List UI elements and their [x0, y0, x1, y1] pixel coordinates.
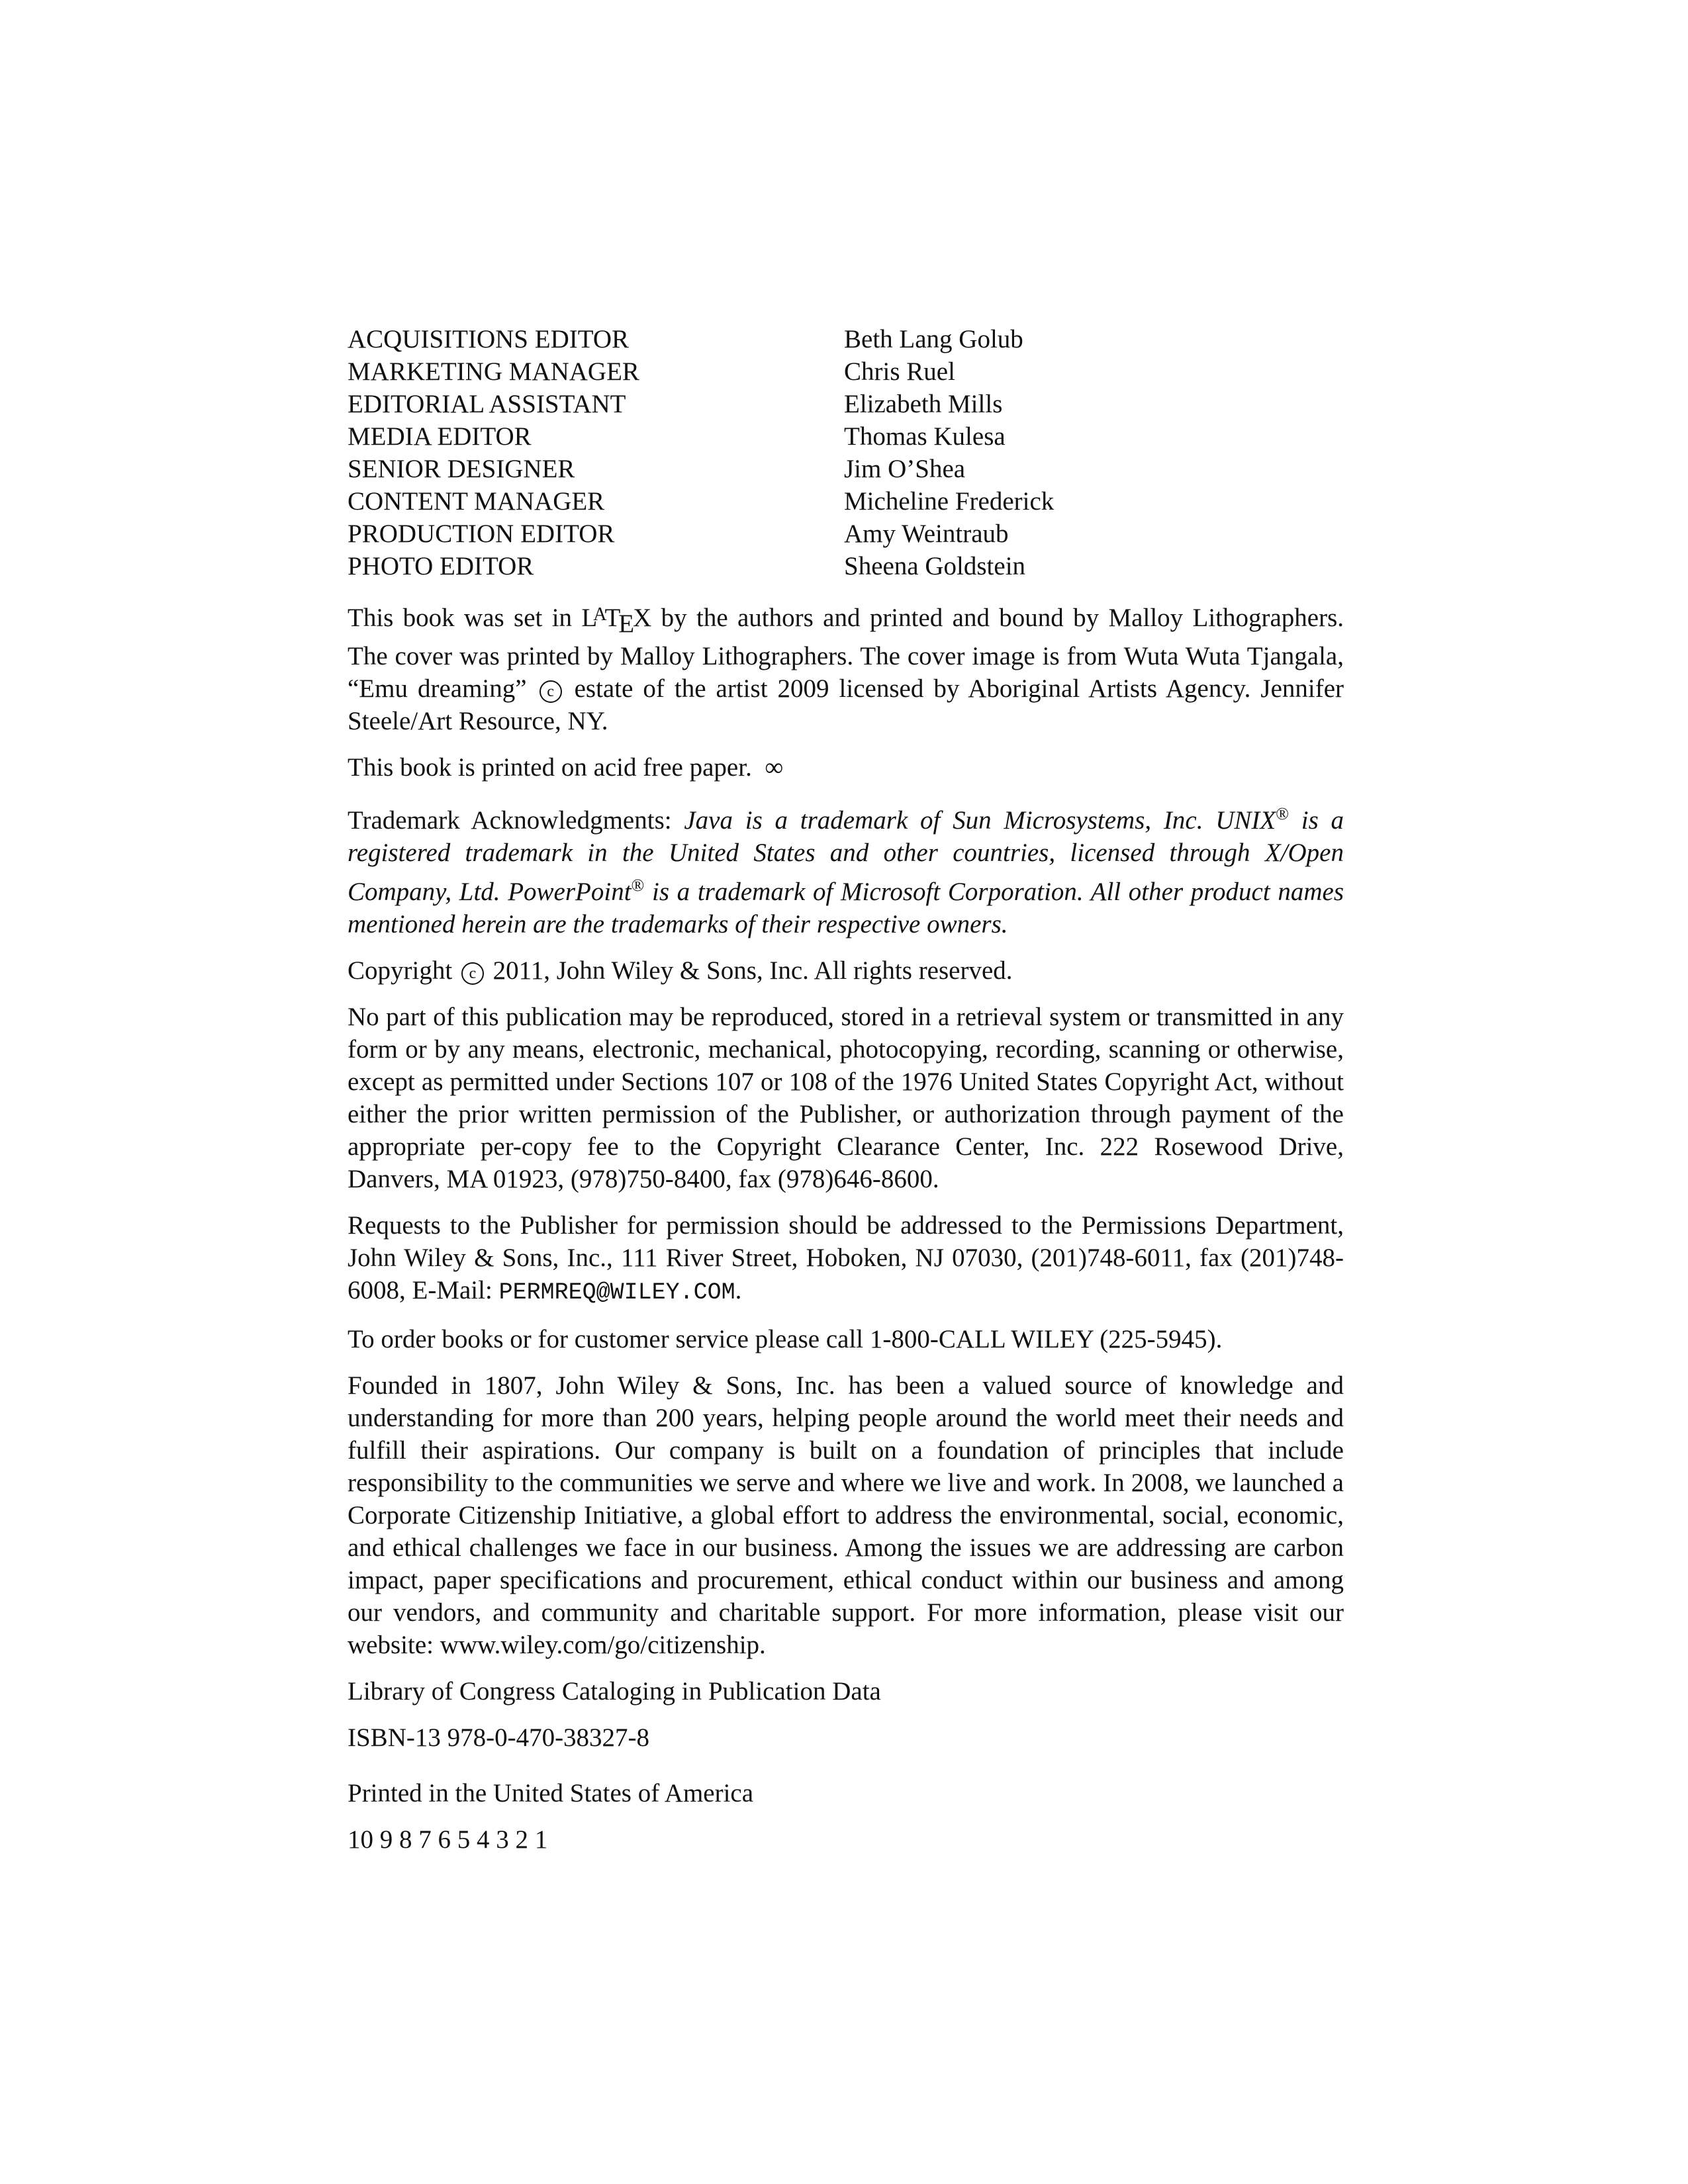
- copyright-circle-icon: c: [539, 680, 562, 703]
- staff-row: [348, 323, 1054, 355]
- staff-name: Amy Weintraub: [844, 520, 1009, 548]
- staff-role: ACQUISITIONS EDITOR: [348, 325, 630, 353]
- staff-name: Sheena Goldstein: [844, 552, 1026, 580]
- staff-name: Thomas Kulesa: [844, 422, 1006, 451]
- copyright-prefix: Copyright: [348, 956, 453, 985]
- print-number-line: 10 9 8 7 6 5 4 3 2 1: [348, 1825, 548, 1854]
- staff-credits-table: [348, 323, 1054, 582]
- staff-role: EDITORIAL ASSISTANT: [348, 390, 626, 418]
- trademark-text-2: is a registered trademark in the United States and other countries, licensed through X/Open Company, Ltd. PowerPoint: [348, 806, 1344, 906]
- permissions-end: .: [735, 1276, 742, 1304]
- staff-row: [348, 388, 1054, 420]
- staff-name: Elizabeth Mills: [844, 390, 1003, 418]
- permissions-paragraph: [348, 1209, 1344, 1309]
- staff-role: MARKETING MANAGER: [348, 357, 639, 386]
- staff-role: PHOTO EDITOR: [348, 552, 534, 580]
- staff-row: [348, 485, 1054, 518]
- typesetting-paragraph: [348, 598, 1344, 737]
- staff-name: Micheline Frederick: [844, 487, 1055, 516]
- isbn-line: ISBN-13 978-0-470-38327-8: [348, 1723, 650, 1752]
- staff-role: MEDIA EDITOR: [348, 422, 532, 451]
- acid-free-text: This book is printed on acid free paper.: [348, 753, 752, 782]
- trademark-text-1: Java is a trademark of Sun Microsystems, Inc. UNIX: [684, 806, 1276, 835]
- rights-paragraph: No part of this publication may be reproduced, stored in a retrieval system or transmitted in any form or by any means, electronic, mechanical, photocopying, recording, scanning or otherwise, except as permitted under Sections 107 or 108 of the 1976 United States Copyright Act, without either the prior written permission of the Publisher, or authorization through payment of the appropriate per-copy fee to the Copyright Clearance Center, Inc. 222 Rosewood Drive, Danvers, MA 01923, (978)750-8400, fax (978)646-8600.: [348, 1003, 1344, 1193]
- trademark-text-3: is a trademark of Microsoft Corporation. All other product names mentioned herein are the trademarks of their respective owners.: [348, 878, 1344, 938]
- registered-icon: ®: [1276, 804, 1289, 823]
- copyright-page: [348, 323, 1344, 1870]
- permissions-email: PERMREQ@WILEY.COM: [498, 1279, 735, 1306]
- staff-row: [348, 518, 1054, 550]
- copyright-circle-icon: c: [461, 962, 484, 985]
- typesetting-prefix: This book was set in: [348, 604, 573, 632]
- staff-row: [348, 420, 1054, 453]
- printed-in-line: Printed in the United States of America: [348, 1779, 754, 1807]
- order-line: To order books or for customer service please call 1-800-CALL WILEY (225-5945).: [348, 1325, 1223, 1353]
- staff-name: Chris Ruel: [844, 357, 955, 386]
- staff-row: [348, 355, 1054, 388]
- staff-row: [348, 550, 1054, 582]
- staff-name: Jim O’Shea: [844, 455, 966, 483]
- cover-credit: estate of the artist 2009 licensed by Aboriginal Artists Agency. Jennifer Steele/Art Resource, NY.: [348, 674, 1344, 735]
- staff-role: CONTENT MANAGER: [348, 487, 605, 516]
- copyright-text: 2011, John Wiley & Sons, Inc. All rights reserved.: [492, 956, 1013, 985]
- latex-logo: $L^ATEX$: [581, 604, 652, 638]
- staff-role: SENIOR DESIGNER: [348, 455, 575, 483]
- permissions-text: Requests to the Publisher for permission should be addressed to the Permissions Department, John Wiley & Sons, Inc., 111 River Street, Hoboken, NJ 07030, (201)748-6011, fax (201)748-6008, E-Mail:: [348, 1211, 1344, 1304]
- trademark-paragraph: [348, 797, 1344, 940]
- staff-row: [348, 453, 1054, 485]
- copyright-line: [348, 954, 1344, 987]
- typesetting-suffix: by the authors and printed and bound by Malloy Lithographers. The cover was printed by Malloy Lithographers. The cover image is from Wuta Wuta Tjangala, “Emu dreaming”: [348, 604, 1344, 703]
- staff-role: PRODUCTION EDITOR: [348, 520, 615, 548]
- founded-paragraph: Founded in 1807, John Wiley & Sons, Inc. has been a valued source of knowledge and understanding for more than 200 years, helping people around the world meet their needs and fulfill their aspirations. Our company is built on a foundation of principles that include responsibility to the communities we serve and where we live and work. In 2008, we launched a Corporate Citizenship Initiative, a global effort to address the environmental, social, economic, and ethical challenges we face in our business. Among the issues we are addressing are carbon impact, paper specifications and procurement, ethical conduct within our business and among our vendors, and community and charitable support. For more information, please visit our website: www.wiley.com/go/citizenship.: [348, 1371, 1344, 1659]
- staff-name: Beth Lang Golub: [844, 325, 1023, 353]
- infinity-icon: ∞: [765, 753, 784, 782]
- trademark-label: Trademark Acknowledgments:: [348, 806, 672, 835]
- acid-free-line: [348, 751, 1344, 784]
- cip-line: Library of Congress Cataloging in Publication Data: [348, 1677, 881, 1706]
- registered-icon: ®: [631, 876, 645, 895]
